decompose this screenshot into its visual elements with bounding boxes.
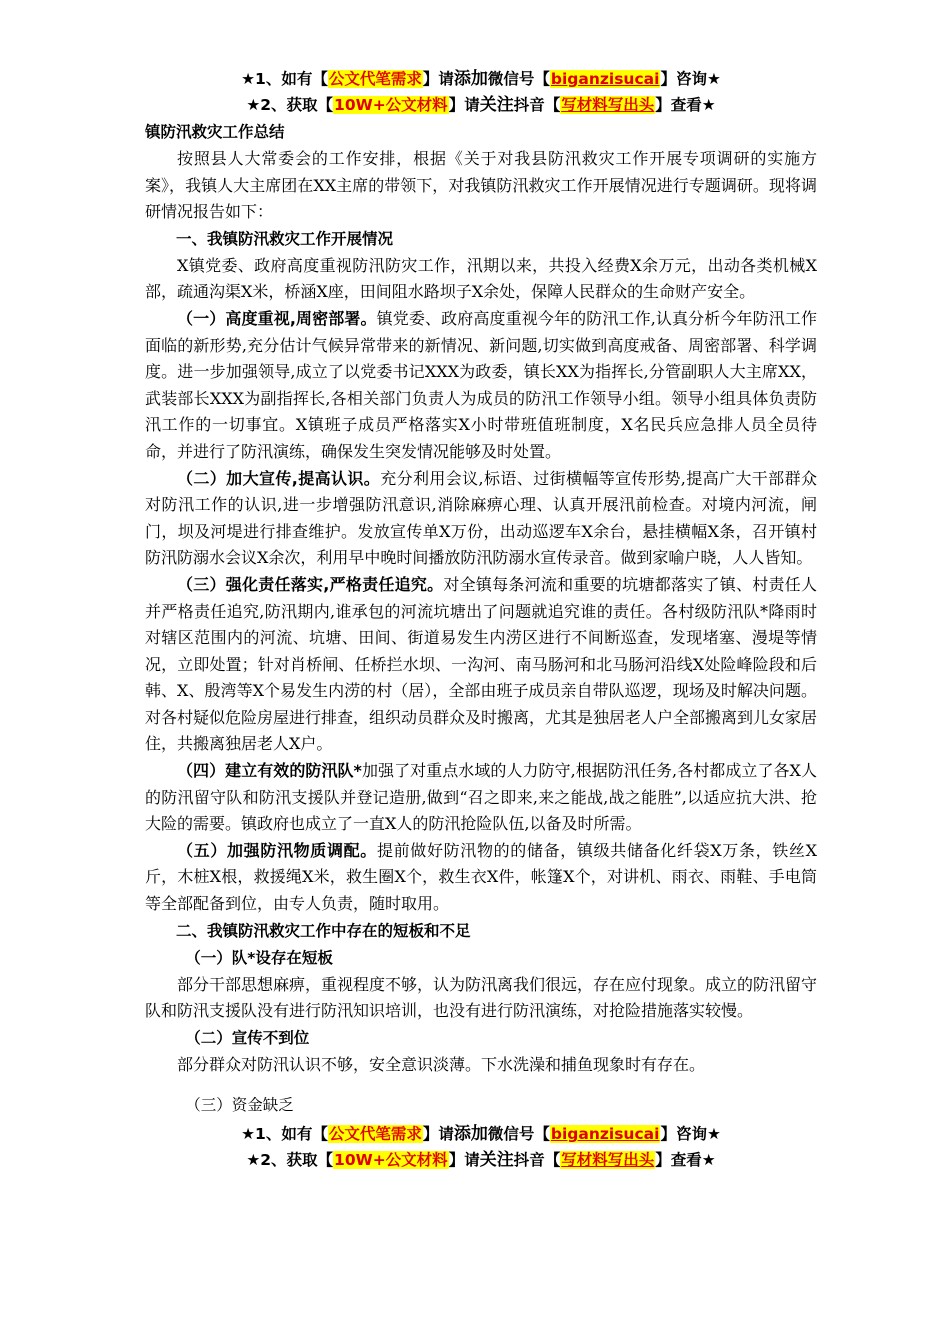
banner-text: 】查看★ [655, 1151, 716, 1170]
banner-text: 】请 [422, 1125, 454, 1144]
item-body: 充分利用会议,标语、过街横幅等宣传形势,提高广大干部群众对防汛工作的认识,进一步增强防汛意识,消除麻痹心理、认真开展汛前检查。对境内河流，闸门，坝及河堤进行排查维护。发放宣传单X万份，出动巡逻车X余台，悬挂横幅X条，召开镇村防汛防溺水会议X余次，利用早中晚时间播放防汛防溺水宣传录音。做到家喻户晓，人人皆知。 [145, 468, 817, 568]
highlight-tag: 公文代笔需求 [328, 1125, 422, 1144]
banner-text: 】请 [422, 70, 454, 88]
section-heading-1: 一、我镇防汛救灾工作开展情况 [176, 229, 394, 248]
banner-text: ★2、获取【 [246, 96, 334, 114]
item-body: 镇党委、政府高度重视今年的防汛工作,认真分析今年防汛工作面临的新形势,充分估计气候异常带来的新情况、新问题,切实做到高度戒备、周密部署、科学调度。进一步加强领导,成立了以党委书记XXX为政委，镇长XX为指挥长,分管副职人大主席XX，武装部长XXX为副指挥长,各相关部门负责人为成员的防汛工作领导小组。领导小组具体负责防汛工作的一切事宜。X镇班子成员严格落实X小时带班值班制度，X名民兵应急排人员全员待命，并进行了防汛演练，确保发生突发情况能够及时处置。 [145, 308, 817, 461]
wechat-id-link[interactable]: biganzisucai [550, 70, 660, 88]
item-paragraph-1 [145, 306, 817, 466]
banner-text: 】咨询★ [660, 1125, 721, 1144]
item-paragraph-5 [145, 838, 817, 918]
item-paragraph-2 [145, 466, 817, 572]
section1-paragraph: X镇党委、政府高度重视防汛防灾工作，汛期以来，共投入经费X余万元，出动各类机械X部，疏通沟渠X米，桥涵X座，田间阻水路坝子X余处，保障人民群众的生命财产安全。 [145, 255, 817, 302]
banner-text: 】查看★ [655, 96, 716, 114]
banner-text: 】请 [448, 96, 480, 114]
banner-emphasis: 添加 [453, 69, 488, 89]
wechat-id-link[interactable]: biganzisucai [550, 1125, 660, 1144]
subsection-paragraph: 部分干部思想麻痹，重视程度不够，认为防汛离我们很远，存在应付现象。成立的防汛留守队和防汛支援队没有进行防汛知识培训，也没有进行防汛演练，对抢险措施落实较慢。 [145, 974, 818, 1021]
banner-emphasis: 关注 [479, 95, 514, 115]
douyin-account-link[interactable]: 写材料写出头 [561, 1151, 655, 1170]
item-lead: （二）加大宣传,提高认识。 [177, 468, 381, 488]
banner-text: 】请 [448, 1151, 480, 1170]
promo-banner-line1 [145, 66, 817, 92]
banner-text: ★1、如有【 [241, 70, 328, 88]
section-heading-2: 二、我镇防汛救灾工作中存在的短板和不足 [176, 921, 471, 940]
banner-text: 抖音【 [513, 96, 561, 114]
banner-text: 】咨询★ [660, 70, 721, 88]
promo-banner-line1-footer [145, 1121, 817, 1147]
intro-paragraph: 按照县人大常委会的工作安排，根据《关于对我县防汛救灾工作开展专项调研的实施方案》，我镇人大主席团在XX主席的带领下，对我镇防汛救灾工作开展情况进行专题调研。现将调研情况报告如下： [145, 149, 817, 222]
highlight-tag: 10W+公文材料 [334, 1151, 448, 1170]
banner-emphasis: 添加 [453, 1124, 488, 1145]
item-lead: （四）建立有效的防汛队* [177, 761, 362, 781]
highlight-tag: 公文代笔需求 [328, 70, 422, 88]
promo-banner-line2 [145, 92, 817, 118]
item-paragraph-3 [145, 572, 817, 758]
subsection-heading: （二）宣传不到位 [185, 1028, 310, 1047]
highlight-tag: 10W+公文材料 [334, 96, 448, 114]
promo-banner-line2-footer [145, 1147, 817, 1173]
banner-emphasis: 关注 [479, 1150, 514, 1171]
item-lead: （一）高度重视,周密部署。 [177, 308, 377, 328]
item-body: 加强了对重点水域的人力防守,根据防汛任务,各村都成立了各X人的防汛留守队和防汛支援队并登记造册,做到“召之即来,来之能战,战之能胜”,以适应抗大洪、抢大险的需要。镇政府也成立了一直X人的防汛抢险队伍,以备及时所需。 [145, 761, 817, 834]
banner-text: ★2、获取【 [246, 1151, 334, 1170]
item-body: 提前做好防汛物的的储备，镇级共储备化纤袋X万条，铁丝X斤，木桩X根，救援绳X米，救生圈X个，救生衣X件，帐篷X个，对讲机、雨衣、雨鞋、手电筒等全部配备到位，由专人负责，随时取用。 [145, 840, 817, 914]
douyin-account-link[interactable]: 写材料写出头 [561, 96, 655, 114]
item-body: 对全镇每条河流和重要的坑塘都落实了镇、村责任人并严格责任追究,防汛期内,谁承包的河流坑塘出了问题就追究谁的责任。各村级防汛队*降雨时对辖区范围内的河流、坑塘、田间、街道易发生内涝区进行不间断巡查，发现堵塞、漫堤等情况，立即处置；针对肖桥闸、任桥拦水坝、一沟河、南马肠河和北马肠河沿线X处险峰险段和后韩、X、殷湾等X个易发生内涝的村（居），全部由班子成员亲自带队巡逻，现场及时解决问题。对各村疑似危险房屋进行排查，组织动员群众及时搬离，尤其是独居老人户全部搬离到儿女家居住，共搬离独居老人X户。 [145, 574, 818, 754]
item-lead: （五）加强防汛物质调配。 [177, 840, 377, 860]
item-paragraph-4 [145, 758, 817, 838]
banner-text: ★1、如有【 [241, 1125, 328, 1144]
document-page [145, 66, 817, 1173]
banner-text: 微信号【 [487, 70, 550, 88]
subsection-heading: （一）队*设存在短板 [185, 948, 333, 967]
item-lead: （三）强化责任落实,严格责任追究。 [177, 574, 444, 594]
subsection-paragraph: 部分群众对防汛认识不够，安全意识淡薄。下水洗澡和捕鱼现象时有存在。 [177, 1054, 706, 1074]
banner-text: 抖音【 [513, 1151, 561, 1170]
document-title: 镇防汛救灾工作总结 [145, 123, 285, 141]
banner-text: 微信号【 [487, 1125, 550, 1144]
subsection-heading: （三）资金缺乏 [185, 1096, 294, 1115]
